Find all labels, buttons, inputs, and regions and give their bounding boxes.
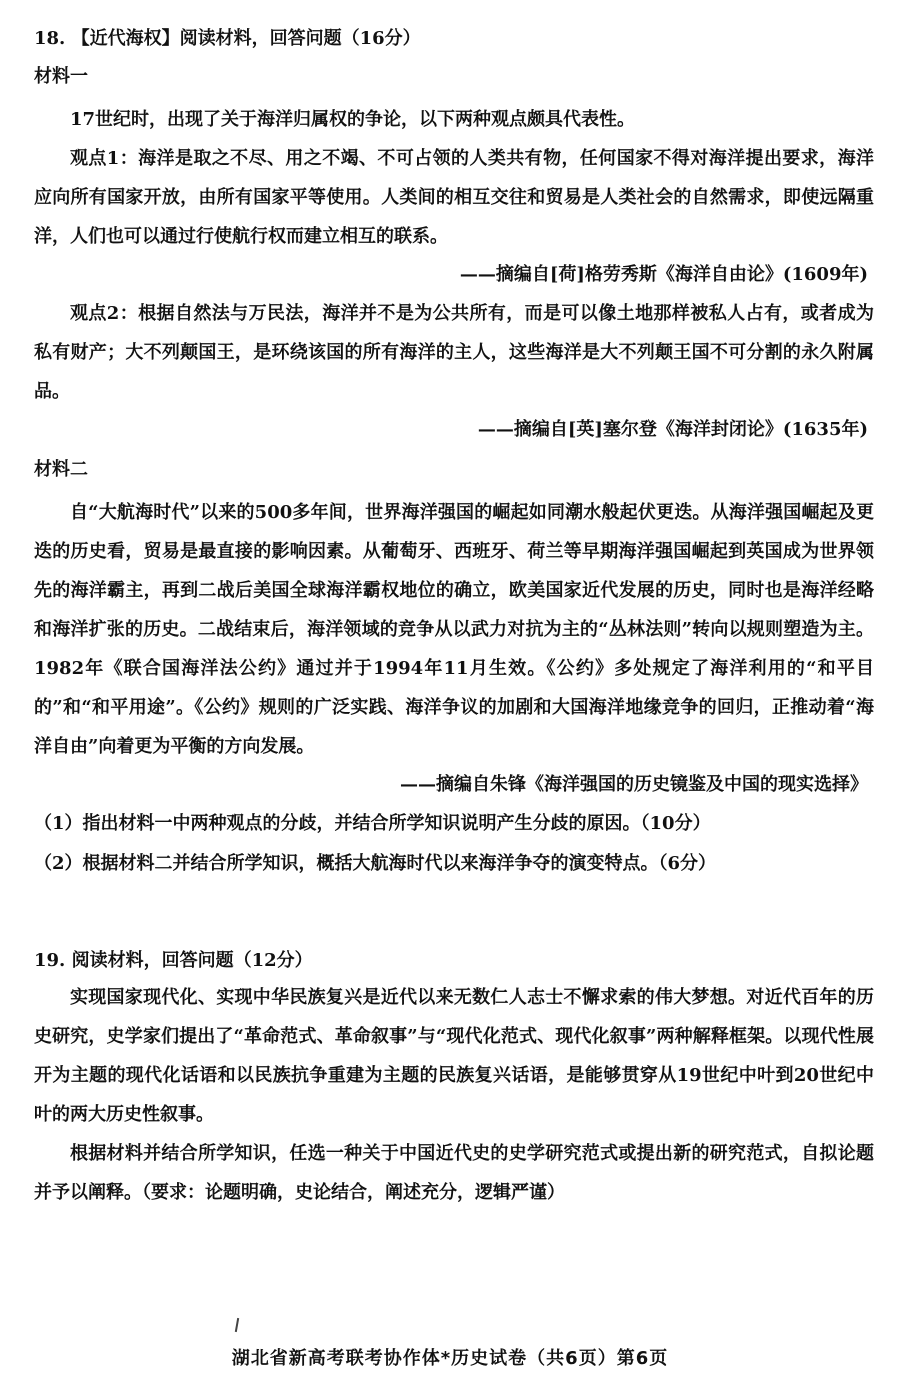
question-19-material: 实现国家现代化、实现中华民族复兴是近代以来无数仁人志士不懈求索的伟大梦想。对近代百年的历史研究，史学家们提出了“革命范式、革命叙事”与“现代化范式、现代化叙事”两种解释框架。以现代性展开为主题的现代化话语和以民族抗争重建为主题的民族复兴话语，是能够贯穿从19世纪中叶到20世纪中叶的两大历史性叙事。 [34,987,874,1125]
material-1-intro: 17世纪时，出现了关于海洋归属权的争论，以下两种观点颇具代表性。 [70,109,636,130]
question-19-task: 根据材料并结合所学知识，任选一种关于中国近代史的史学研究范式或提出新的研究范式，自拟论题并予以阐释。（要求：论题明确，史论结合，阐述充分，逻辑严谨） [34,1143,874,1203]
question-19-title: 19. 阅读材料，回答问题（12分） [34,950,313,971]
question-18-task-1: （1）指出材料一中两种观点的分歧，并结合所学知识说明产生分歧的原因。（10分） [34,813,711,834]
material-1-source-1: ——摘编自[荷]格劳秀斯《海洋自由论》(1609年) [459,264,868,285]
material-1-view-1: 观点1：海洋是取之不尽、用之不竭、不可占领的人类共有物，任何国家不得对海洋提出要求，海洋应向所有国家开放，由所有国家平等使用。人类间的相互交往和贸易是人类社会的自然需求，即使远隔重洋，人们也可以通过行使航行权而建立相互的联系。 [34,148,874,247]
material-2-source: ——摘编自朱锋《海洋强国的历史镜鉴及中国的现实选择》 [400,774,868,795]
exam-page [34,22,874,1212]
material-1-source-2: ——摘编自[英]塞尔登《海洋封闭论》(1635年) [477,419,868,440]
stray-pen-mark [235,1318,239,1332]
material-2-text: 自“大航海时代”以来的500多年间，世界海洋强国的崛起如同潮水般起伏更迭。从海洋强国崛起及更迭的历史看，贸易是最直接的影响因素。从葡萄牙、西班牙、荷兰等早期海洋强国崛起到英国成为世界领先的海洋霸主，再到二战后美国全球海洋霸权地位的确立，欧美国家近代发展的历史，同时也是海洋经略和海洋扩张的历史。二战结束后，海洋领域的竞争从以武力对抗为主的“丛林法则”转向以规则塑造为主。1982年《联合国海洋法公约》通过并于1994年11月生效。《公约》多处规定了海洋利用的“和平目的”和“和平用途”。《公约》规则的广泛实践、海洋争议的加剧和大国海洋地缘竞争的回归，正推动着“海洋自由”向着更为平衡的方向发展。 [34,502,874,757]
material-1-view-2: 观点2：根据自然法与万民法，海洋并不是为公共所有，而是可以像土地那样被私人占有，或者成为私有财产；大不列颠国王，是环绕该国的所有海洋的主人，这些海洋是大不列颠王国不可分割的永久附属品。 [34,303,874,402]
material-2-label: 材料二 [34,459,88,480]
question-spacer [34,884,874,944]
question-18-title: 18. 【近代海权】阅读材料，回答问题（16分） [34,28,421,49]
page-footer: 湖北省新高考联考协作体*历史试卷（共6页）第6页 [231,1348,669,1369]
question-18-task-2: （2）根据材料二并结合所学知识，概括大航海时代以来海洋争夺的演变特点。（6分） [34,853,717,874]
material-1-label: 材料一 [34,66,88,87]
